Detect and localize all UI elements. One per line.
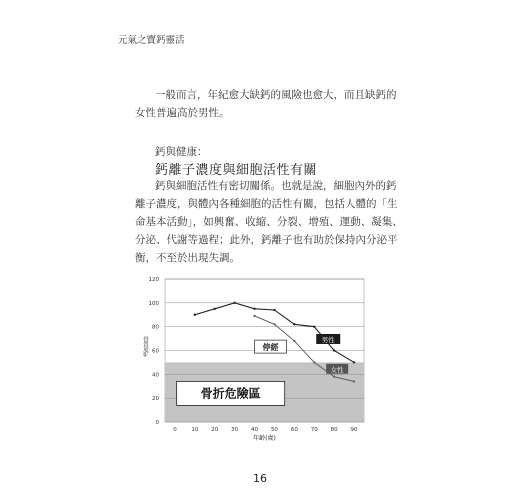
paragraph-line: 女性普遍高於男性。 xyxy=(135,107,230,119)
danger-zone-label: 骨折危險區 xyxy=(200,386,261,401)
data-point xyxy=(333,349,335,351)
y-tick-label: 0 xyxy=(155,420,159,426)
data-point xyxy=(293,340,295,342)
paragraph-line: 一般而言，年紀愈大缺鈣的風險也愈大，而且缺鈣的 xyxy=(155,89,397,101)
data-point xyxy=(333,376,335,378)
data-point xyxy=(313,325,315,327)
paragraph-2 xyxy=(135,177,403,267)
y-tick-label: 80 xyxy=(152,324,159,331)
female-label: 女性 xyxy=(330,365,344,374)
x-tick-label: 0 xyxy=(173,427,177,433)
menopause-label: 停經 xyxy=(262,343,279,353)
x-tick-label: 30 xyxy=(231,427,239,433)
data-point xyxy=(253,315,255,317)
x-tick-label: 90 xyxy=(350,427,358,433)
data-point xyxy=(233,302,235,304)
data-point xyxy=(353,361,355,363)
bone-density-chart xyxy=(140,272,370,452)
x-tick-label: 20 xyxy=(211,427,219,433)
x-tick-label: 70 xyxy=(310,427,318,433)
data-point xyxy=(253,308,255,310)
data-point xyxy=(273,323,275,325)
y-tick-label: 120 xyxy=(148,277,159,283)
section-title: 鈣離子濃度與細胞活性有關 xyxy=(155,163,318,178)
paragraph-line: 離子濃度，與體內各種細胞的活性有關，包括人體的「生 xyxy=(135,198,398,210)
y-tick-label: 40 xyxy=(152,372,159,379)
running-head: 元氣之寶鈣靈活 xyxy=(118,35,185,46)
x-tick-label: 40 xyxy=(251,427,259,433)
page-number: 16 xyxy=(253,472,267,485)
x-tick-label: 60 xyxy=(290,427,298,433)
data-point xyxy=(293,323,295,325)
y-tick-label: 20 xyxy=(152,396,159,403)
y-axis-label: 骨質度② xyxy=(142,336,148,359)
paragraph-line: 分泌、代謝等過程；此外，鈣離子也有助於保持內分泌平 xyxy=(135,234,398,246)
x-tick-label: 10 xyxy=(191,427,199,433)
y-tick-label: 100 xyxy=(148,300,159,307)
data-point xyxy=(313,361,315,363)
x-tick-label: 50 xyxy=(270,427,278,433)
data-point xyxy=(194,314,196,316)
x-tick-label: 80 xyxy=(330,427,338,433)
data-point xyxy=(353,380,355,382)
data-point xyxy=(214,308,216,310)
paragraph-1 xyxy=(135,86,397,122)
y-tick-label: 60 xyxy=(152,348,159,355)
data-point xyxy=(273,309,275,311)
section-label: 鈣與健康： xyxy=(155,146,208,158)
paragraph-line: 衡，不至於出現失調。 xyxy=(135,252,240,264)
male-label: 男性 xyxy=(321,335,335,344)
x-axis-label: 年齡(歲) xyxy=(253,435,276,442)
paragraph-line: 命基本活動」，如興奮、收縮、分裂、增殖、運動、凝集、 xyxy=(135,216,403,228)
paragraph-line: 鈣與細胞活性有密切關係。也就是說，細胞內外的鈣 xyxy=(155,180,397,192)
